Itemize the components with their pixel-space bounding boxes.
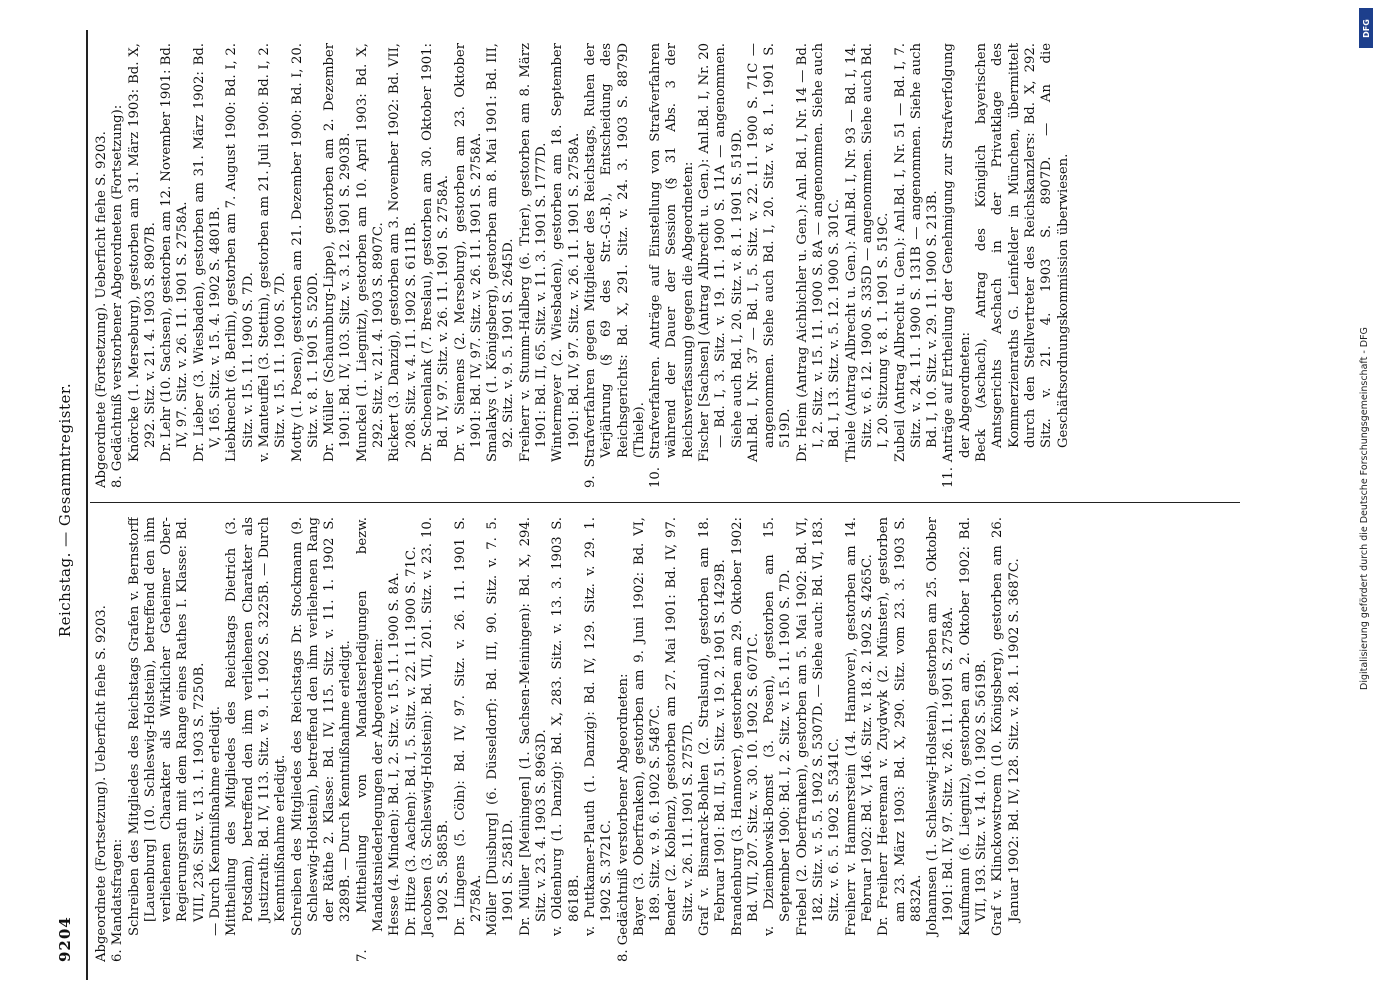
index-paragraph: Möller [Duisburg] (6. Düsseldorf): Bd. III, 90. Sitz. v. 7. 5. 1901 S. 2581D. — [485, 517, 517, 936]
index-paragraph: 8. Gedächtniß verstorbener Abgeordneten (Fortsetzung): — [110, 104, 126, 488]
index-paragraph: Bayer (3. Oberfranken), gestorben am 9. Juni 1902: Bd. VI, 189. Sitz. v. 9. 6. 1902 S. 5487C. — [631, 517, 664, 936]
index-paragraph: Schreiben des Mitgliedes des Reichstags Grafen v. Bernstorff [Lauenburg] (10. Schleswig-Holstein), betreffend den ihm verliehenen Charakter als Wirklicher Geheimer Ober-Regierungsrath mit dem Range eines Rathes I. Klasse: Bd. VIII, 236. Sitz. v. 13. 1. 1903 S. 7250B. — [126, 517, 207, 936]
index-paragraph: Kaufmann (6. Liegnitz), gestorben am 2. Oktober 1902: Bd. VII, 193. Sitz. v. 14. 10. 1902 S. 5619B. — [957, 517, 990, 936]
index-paragraph: v. Oldenburg (1. Danzig): Bd. X, 283. Sitz. v. 13. 3. 1903 S. 8618B. — [550, 517, 582, 936]
index-paragraph: Graf v. Bismarck-Bohlen (2. Stralsund), gestorben am 18. Februar 1901: Bd. II, 51. Sitz. v. 19. 2. 1901 S. 1429B. — [696, 517, 729, 936]
index-paragraph: Freiherr v. Stumm-Halberg (6. Trier), gestorben am 8. März 1901: Bd. II, 65. Sitz. v. 11. 3. 1901 S. 1777D. — [517, 43, 550, 462]
page-number: 9204 — [56, 916, 74, 962]
index-paragraph: Smalakys (1. Königsberg), gestorben am 8. Mai 1901: Bd. III, 92. Sitz. v. 9. 5. 1901 S. 2645D. — [485, 43, 517, 462]
index-paragraph: Fischer [Sachsen] (Antrag Albrecht u. Gen.): Anl.Bd. I, Nr. 20 — Bd. I, 3. Sitz. v. 19. 11. 1900 S. 11A — angenommen. Siehe auch Bd. I, 20. Sitz. v. 8. 1. 1901 S. 519D. — [696, 43, 745, 462]
dfg-logo — [1359, 8, 1373, 48]
index-paragraph: 7. Mittheilung von Mandatserledigungen bezw. Mandatsniederlegungen der Abgeordneten: — [354, 517, 387, 962]
index-paragraph: Dr. Freiherr Heereman v. Zuydwyk (2. Münster), gestorben am 23. März 1903: Bd. X, 290. Sitz. vom 23. 3. 1903 S. 8832A. — [876, 517, 924, 936]
running-title: Reichstag. — Gesammtregister. — [56, 382, 74, 638]
index-paragraph: — Durch Kenntnißnahme erledigt. — [208, 705, 224, 936]
header-rule — [86, 30, 88, 980]
index-paragraph: Dr. Lingens (5. Cöln): Bd. IV, 97. Sitz. v. 26. 11. 1901 S. 2758A. — [452, 517, 484, 936]
index-paragraph: Abgeordnete (Fortsetzung). Ueberficht fiehe S. 9203. — [94, 131, 109, 488]
index-paragraph: Munckel (1. Liegnitz), gestorben am 10. April 1903: Bd. X, 292. Sitz. v. 21. 4. 1903 S. 8907C. — [354, 43, 387, 462]
index-paragraph: Jacobsen (3. Schleswig-Holstein): Bd. VII, 201. Sitz. v. 23. 10. 1902 S. 5885B. — [419, 517, 452, 936]
index-paragraph: Zubeil (Antrag Albrecht u. Gen.): Anl.Bd. I, Nr. 51 — Bd. I, 7. Sitz. v. 24. 11. 1900 S. 131B — angenommen. Siehe auch Bd. I, 10. Sitz. v. 29. 11. 1900 S. 213B. — [892, 43, 941, 462]
index-paragraph: Dr. Lieber (3. Wiesbaden), gestorben am 31. März 1902: Bd. V, 165. Sitz. v. 15. 4. 1902 S. 4801B. — [191, 43, 224, 462]
index-paragraph: Graf v. Klinckowstroem (10. Königsberg), gestorben am 26. Januar 1902: Bd. IV, 128. Sitz. v. 28. 1. 1902 S. 3687C. — [990, 517, 1022, 936]
index-paragraph: Mittheilung des Mitgliedes des Reichstags Dietrich (3. Potsdam), betreffend den ihm verliehenen Charakter als Justizrath: Bd. IV, 113. Sitz. v. 9. 1. 1902 S. 3225B. — Durch Kenntnißnahme erledigt. — [224, 517, 289, 936]
index-paragraph: Dr. v. Siemens (2. Merseburg), gestorben am 23. Oktober 1901: Bd. IV, 97. Sitz. v. 26. 11. 1901 S. 2758A. — [452, 43, 484, 462]
index-paragraph: Rickert (3. Danzig), gestorben am 3. November 1902: Bd. VII, 208. Sitz. v. 4. 11. 1902 S. 6111B. — [387, 43, 419, 462]
page-header — [52, 40, 80, 980]
index-paragraph: Dr. Müller [Meiningen] (1. Sachsen-Meiningen): Bd. X, 294. Sitz. v. 23. 4. 1903 S. 8963D. — [517, 517, 550, 936]
index-paragraph: Dr. Hitze (3. Aachen): Bd. I, 5. Sitz. v. 22. 11. 1900 S. 71C. — [403, 546, 419, 936]
index-paragraph: Brandenburg (3. Hannover), gestorben am 29. Oktober 1902: Bd. VII, 207. Sitz. v. 30. 10. 1902 S. 6071C. — [729, 517, 761, 936]
index-paragraph: Friebel (2. Oberfranken), gestorben am 5. Mai 1902: Bd. VI, 182. Sitz. v. 5. 5. 1902 S. 5307D. — Siehe auch: Bd. VI, 183. Sitz. v. 6. 5. 1902 S. 5341C. — [794, 517, 843, 936]
index-paragraph: Knörcke (1. Merseburg), gestorben am 31. März 1903: Bd. X, 292. Sitz. v. 21. 4. 1903 S. 8907B. — [126, 43, 158, 462]
index-paragraph: v. Manteuffel (3. Stettin), gestorben am 21. Juli 1900: Bd. I, 2. Sitz. v. 15. 11. 1900 S. 7D. — [256, 43, 289, 462]
index-paragraph: Dr. Müller (Schaumburg-Lippe), gestorben am 2. Dezember 1901: Bd. IV, 103. Sitz. v. 3. 12. 1901 S. 2903B. — [322, 43, 354, 462]
index-paragraph: Beck (Aschach), Antrag des Königlich bayerischen Amtsgerichts Aschach in der Privatklage des Kommerzienraths G. Leinfelder in München, übermittelt durch den Stellvertreter des Reichskanzlers: Bd. X, 292. Sitz. v. 21. 4. 1903 S. 8907D. — An die Geschäftsordnungskommission überwiesen. — [974, 43, 1071, 462]
index-paragraph: Johannsen (1. Schleswig-Holstein), gestorben am 25. Oktober 1901: Bd. IV, 97. Sitz. v. 26. 11. 1901 S. 2758A. — [925, 517, 957, 936]
index-paragraph: Bender (2. Koblenz), gestorben am 27. Mai 1901: Bd. IV, 97. Sitz. v. 26. 11. 1901 S. 2757D. — [664, 517, 696, 936]
index-paragraph: Hesse (4. Minden): Bd. I, 2. Sitz. v. 15. 11. 1900 S. 8A. — [387, 572, 403, 936]
index-paragraph: Liebknecht (6. Berlin), gestorben am 7. August 1900: Bd. I, 2. Sitz. v. 15. 11. 1900 S. 7D. — [224, 43, 256, 462]
index-paragraph: Dr. Schoenlank (7. Breslau), gestorben am 30. Oktober 1901: Bd. IV, 97. Sitz. v. 26. 11. 1901 S. 2758A. — [419, 43, 452, 462]
index-paragraph: Schreiben des Mitgliedes des Reichstags Dr. Stockmann (9. Schleswig-Holstein), betreffend den ihm verliehenen Rang der Räthe 2. Klasse: Bd. IV, 115. Sitz. v. 11. 1. 1902 S. 3289B. — Durch Kenntnißnahme erledigt. — [289, 517, 354, 936]
left-column — [94, 517, 1234, 962]
index-paragraph: Abgeordnete (Fortsetzung). Ueberficht fiehe S. 9203. — [94, 605, 109, 962]
index-paragraph: v. Dziembowski-Bomst (3. Posen), gestorben am 15. September 1900: Bd. I, 2. Sitz. v. 15. 11. 1900 S. 7D. — [762, 517, 794, 936]
index-paragraph: Motty (1. Posen), gestorben am 21. Dezember 1900: Bd. I, 20. Sitz. v. 8. 1. 1901 S. 520D. — [289, 43, 321, 462]
right-column — [94, 43, 1234, 488]
digitization-note: Digitalisierung gefördert durch die Deutsche Forschungsgemeinschaft - DFG — [1359, 327, 1370, 690]
index-paragraph: Freiherr v. Hammerstein (14. Hannover), gestorben am 14. Februar 1902: Bd. V, 146. Sitz. v. 18. 2. 1902 S. 4265C. — [843, 517, 875, 936]
index-paragraph: 9. Strafverfahren gegen Mitglieder des Reichstags, Ruhen der Verjährung (§ 69 des Str.-G.-B.), Entscheidung des Reichsgerichts: Bd. X, 291. Sitz. v. 24. 3. 1903 S. 8879D (Thiele). — [582, 43, 647, 488]
index-paragraph: v. Puttkamer-Plauth (1. Danzig): Bd. IV, 129. Sitz. v. 29. 1. 1902 S. 3721C. — [582, 517, 615, 936]
index-paragraph: 8. Gedächtniß verstorbener Abgeordneten: — [615, 673, 631, 962]
digitization-watermark — [1355, 0, 1381, 1000]
index-paragraph: 10. Strafverfahren. Anträge auf Einstellung von Strafverfahren während der Dauer der Session (§ 31 Abs. 3 der Reichsverfassung) gegen die Abgeordneten: — [648, 43, 696, 488]
index-paragraph: Dr. Heim (Antrag Aichbichler u. Gen.): Anl. Bd. I, Nr. 14 — Bd. I, 2. Sitz. v. 15. 11. 1900 S. 8A — angenommen. Siehe auch Bd. I, 13. Sitz. v. 5. 12. 1900 S. 301C. — [794, 43, 843, 462]
index-paragraph: Wintermeyer (2. Wiesbaden), gestorben am 18. September 1901: Bd. IV, 97. Sitz. v. 26. 11. 1901 S. 2758A. — [550, 43, 582, 462]
index-paragraph: Thiele (Antrag Albrecht u. Gen.): Anl.Bd. I, Nr. 93 — Bd. I, 14. Sitz. v. 6. 12. 1900 S. 335D — angenommen. Siehe auch Bd. I, 20. Sitzung v. 8. 1. 1901 S. 519C. — [843, 43, 892, 462]
index-paragraph: Dr. Lehr (10. Sachsen), gestorben am 12. November 1901: Bd. IV, 97. Sitz. v. 26. 11. 1901 S. 2758A. — [159, 43, 191, 462]
dfg-logo-text: DFG — [1361, 18, 1371, 38]
index-paragraph: 11. Anträge auf Ertheilung der Genehmigung zur Strafverfolgung der Abgeordneten: — [941, 43, 973, 488]
column-divider — [90, 502, 1240, 503]
index-paragraph: Anl.Bd. I, Nr. 37 — Bd. I, 5. Sitz. v. 22. 11. 1900 S. 71C — angenommen. Siehe auch Bd. I, 20. Sitz. v. 8. 1. 1901 S. 519D. — [745, 43, 794, 462]
index-paragraph: 6. Mandatsfragen: — [110, 838, 126, 962]
